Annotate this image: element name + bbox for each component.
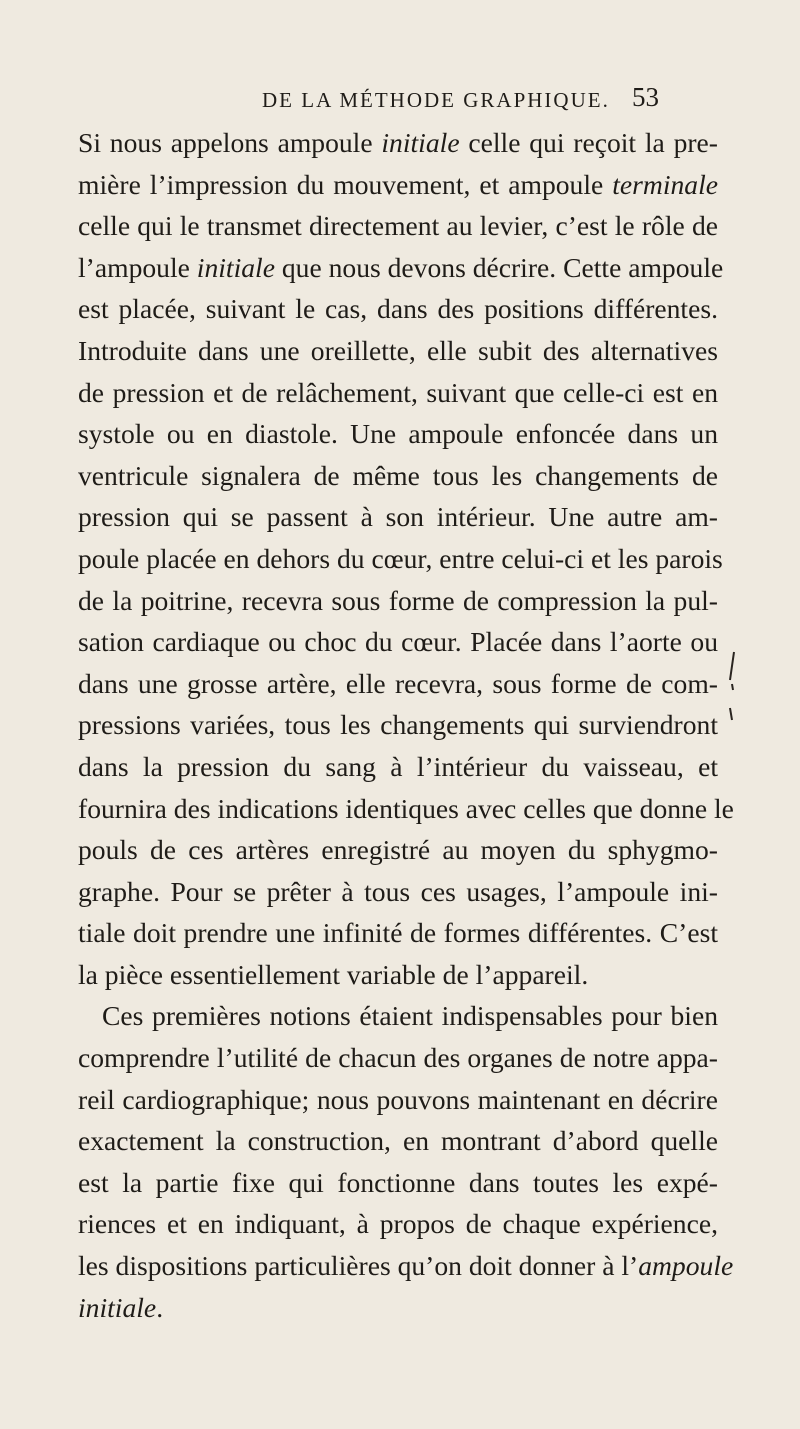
text-segment: Si nous appelons ampoule: [78, 127, 382, 158]
text-segment: de la poitrine, recevra sous forme de compression la pul-: [78, 584, 718, 616]
text-line: [78, 871, 718, 913]
text-segment: mière l’impression du mouvement, et ampoule: [78, 168, 613, 200]
margin-mark: [727, 650, 737, 730]
text-segment: tiale doit prendre une infinité de formes différentes. C’est: [78, 917, 718, 949]
text-line: [78, 954, 718, 996]
text-segment: la pièce essentiellement variable de l’appareil.: [78, 958, 589, 990]
text-segment: Ces premières notions étaient indispensables pour bien: [102, 1000, 718, 1032]
emphasis-term: initiale: [381, 127, 460, 158]
text-segment: fournira des indications identiques avec celles que donne le: [78, 792, 734, 824]
text-segment: sation cardiaque ou choc du cœur. Placée dans l’aorte ou: [78, 626, 718, 658]
page-header: [0, 82, 800, 122]
text-line: [78, 496, 718, 538]
text-segment: dans une grosse artère, elle recevra, sous forme de com-: [78, 667, 718, 699]
text-segment: pression qui se passent à son intérieur. Une autre am-: [78, 501, 718, 533]
text-line: [78, 1120, 718, 1162]
text-line: [78, 205, 718, 247]
text-segment: Introduite dans une oreillette, elle subit des alternatives: [78, 334, 718, 366]
body-text: [78, 122, 734, 1328]
text-line: [78, 288, 718, 330]
text-line: [78, 1203, 718, 1245]
text-segment: graphe. Pour se prêter à tous ces usages, l’ampoule ini-: [78, 875, 718, 907]
text-line: [78, 413, 718, 455]
text-segment: de pression et de relâchement, suivant que celle-ci est en: [78, 376, 718, 408]
text-line: [78, 247, 724, 289]
text-line: [78, 663, 718, 705]
text-line: [78, 372, 718, 414]
text-line: [78, 330, 718, 372]
text-line: [78, 538, 723, 580]
text-line: [78, 746, 718, 788]
text-segment: dans la pression du sang à l’intérieur du vaisseau, et: [78, 750, 718, 782]
text-segment: celle qui reçoit la pre-: [459, 127, 718, 158]
text-segment: l’ampoule: [78, 251, 197, 283]
text-line: [78, 1287, 718, 1329]
text-line: [78, 1037, 718, 1079]
text-line: [78, 1245, 734, 1287]
text-line: [78, 704, 718, 746]
text-segment: que nous devons décrire. Cette ampoule: [274, 251, 724, 283]
text-segment: .: [156, 1291, 164, 1323]
text-line: [78, 455, 718, 497]
text-line: [78, 912, 718, 954]
emphasis-term: terminale: [612, 168, 718, 200]
text-line: [78, 122, 718, 164]
text-line: [78, 1162, 718, 1204]
page-number: 53: [632, 82, 659, 112]
text-segment: est la partie fixe qui fonctionne dans toutes les expé-: [78, 1166, 718, 1198]
text-line: [78, 621, 718, 663]
text-segment: comprendre l’utilité de chacun des organes de notre appa-: [78, 1042, 718, 1074]
text-line: [78, 1079, 718, 1121]
text-segment: les dispositions particulières qu’on doit donner à l’: [78, 1250, 639, 1282]
text-segment: pouls de ces artères enregistré au moyen du sphygmo-: [78, 834, 718, 866]
text-segment: ventricule signalera de même tous les changements de: [78, 459, 718, 491]
text-line: [78, 788, 734, 830]
text-line: [78, 829, 718, 871]
text-line: [78, 580, 718, 622]
text-segment: exactement la construction, en montrant d’abord quelle: [78, 1125, 718, 1157]
text-segment: celle qui le transmet directement au levier, c’est le rôle de: [78, 210, 718, 242]
emphasis-term: initiale: [196, 251, 275, 283]
emphasis-term: initiale: [78, 1291, 157, 1323]
text-line: [78, 164, 718, 206]
text-segment: reil cardiographique; nous pouvons maintenant en décrire: [78, 1083, 718, 1115]
text-segment: est placée, suivant le cas, dans des positions différentes.: [78, 293, 718, 325]
text-segment: riences et en indiquant, à propos de chaque expérience,: [78, 1208, 718, 1240]
text-segment: pressions variées, tous les changements qui surviendront: [78, 709, 718, 741]
text-segment: poule placée en dehors du cœur, entre celui-ci et les parois: [78, 542, 723, 574]
text-segment: systole ou en diastole. Une ampoule enfoncée dans un: [78, 418, 718, 450]
text-line: [78, 995, 718, 1037]
running-title: DE LA MÉTHODE GRAPHIQUE.: [262, 88, 610, 112]
emphasis-term: ampoule: [638, 1250, 734, 1282]
